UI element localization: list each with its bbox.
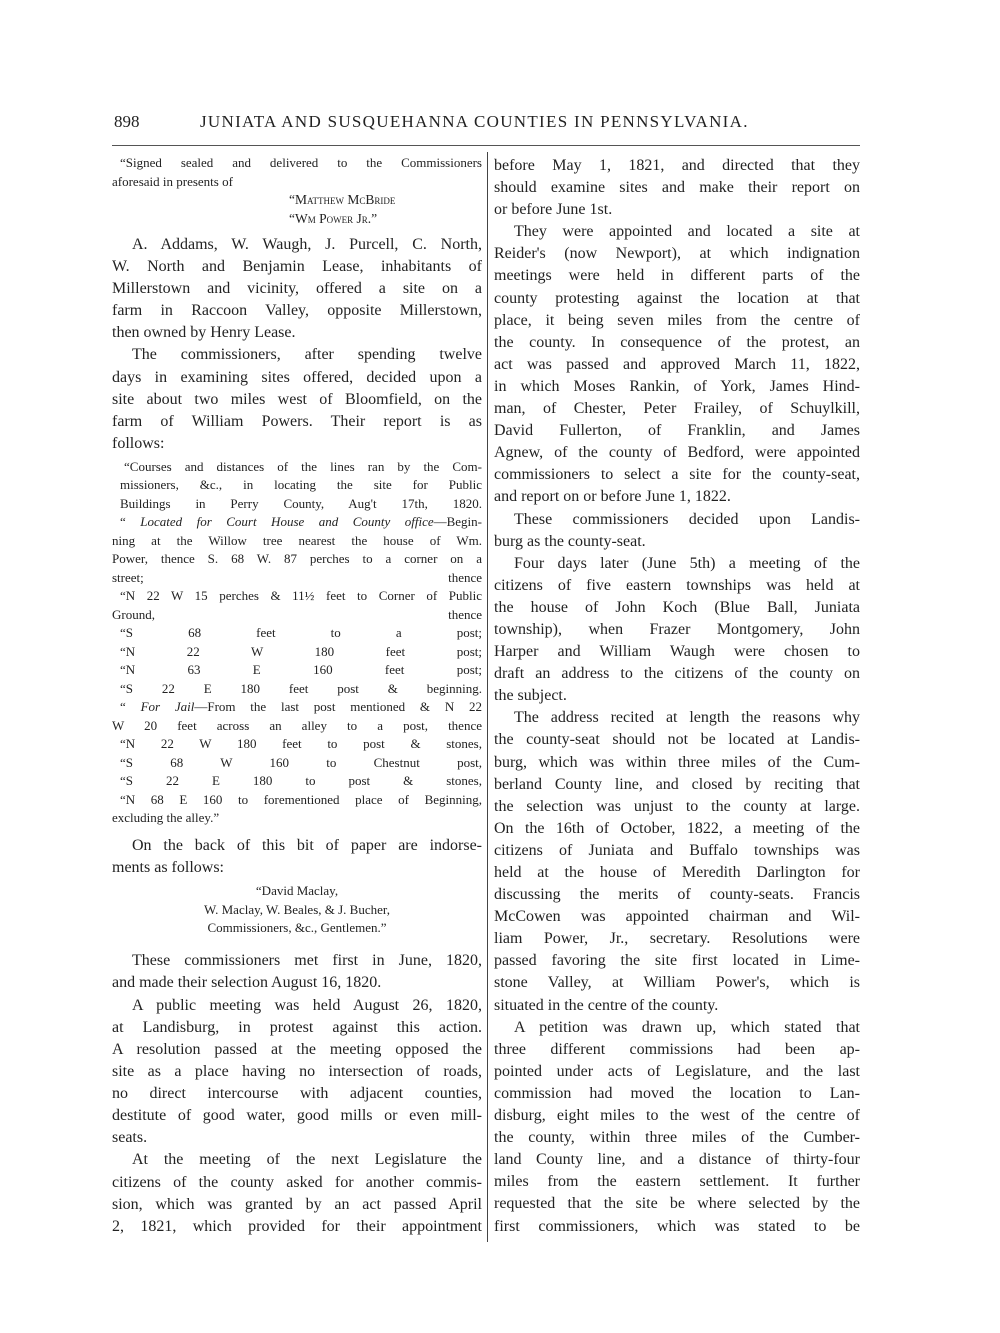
text-line: missioners, &c., in locating the site for Public xyxy=(120,477,482,493)
text-line: farm in Raccoon Valley, opposite Millerstown, xyxy=(112,302,482,320)
text-line: “Wm Power Jr.” xyxy=(289,210,378,226)
text-line: site about two miles west of Bloomfield, on the xyxy=(112,390,482,408)
text-line: David Fullerton, of Franklin, and James xyxy=(494,422,860,440)
paragraph xyxy=(112,344,482,454)
running-title: JUNIATA AND SUSQUEHANNA COUNTIES IN PENNSYLVANIA. xyxy=(200,112,749,131)
text-line: A. Addams, W. Waugh, J. Purcell, C. North, xyxy=(132,236,482,253)
text-line: “N 22 W 180 feet to post & stones, xyxy=(120,736,482,752)
text-line: excluding the alley.” xyxy=(112,810,220,826)
text-line: commissioners to select a site for the county-seat, xyxy=(494,466,860,484)
text-line: “N 68 E 160 to forementioned place of Beginning, xyxy=(120,791,482,807)
text-line: and report on or before June 1, 1822. xyxy=(494,488,731,506)
text-line: first commissioners, which was stated to be xyxy=(494,1217,860,1235)
text-line: “Courses and distances of the lines ran by the Com- xyxy=(124,458,482,474)
text-line: Buildings in Perry County, Aug't 17th, 1820. xyxy=(120,495,482,511)
paragraph xyxy=(494,707,860,1016)
text-line: These commissioners decided upon Landis- xyxy=(514,510,860,528)
quoted-block xyxy=(112,882,482,938)
text-line: at Landisburg, in protest against this action. xyxy=(112,1018,482,1036)
text-segment: —From the last post mentioned & N 22 xyxy=(194,699,482,715)
text-line: and made their selection August 16, 1820. xyxy=(112,973,382,991)
right-column xyxy=(494,155,860,1238)
text-line xyxy=(112,698,482,717)
text-line: county protesting against the location at that xyxy=(494,289,860,307)
text-line: Reider's (now Newport), at which indignation xyxy=(494,245,860,263)
text-line: Harper and William Waugh were chosen to xyxy=(494,643,860,661)
text-line: “S 68 W 160 to Chestnut post, xyxy=(120,754,482,770)
text-line: disburg, eight miles to the west of the centre of xyxy=(494,1107,860,1125)
text-line: place, it being seven miles from the centre of xyxy=(494,311,860,329)
text-line: then owned by Henry Lease. xyxy=(112,324,296,342)
text-line: They were appointed and located a site at xyxy=(514,223,860,241)
text-line: 2, 1821, which provided for their appointment xyxy=(112,1217,482,1235)
quoted-block xyxy=(112,154,482,191)
paragraph xyxy=(494,1017,860,1238)
text-line: land County line, and a distance of thirty-four xyxy=(494,1151,860,1169)
text-line: “N 22 W 180 feet post; xyxy=(120,643,482,659)
text-line: or before June 1st. xyxy=(494,201,613,219)
text-line: should examine sites and make their report on xyxy=(494,179,860,197)
paragraph xyxy=(112,835,482,879)
text-line: follows: xyxy=(112,434,165,452)
signature-block xyxy=(112,191,482,228)
text-line: the county. In consequence of the protest, an xyxy=(494,333,860,351)
paragraph xyxy=(112,234,482,344)
text-line: destitute of good water, good mills or even mill- xyxy=(112,1107,482,1125)
quoted-block xyxy=(112,458,482,828)
text-line: At the meeting of the next Legislature the xyxy=(132,1151,482,1169)
text-line: A resolution passed at the meeting opposed the xyxy=(112,1041,482,1058)
text-line: act was passed and approved March 11, 1822, xyxy=(494,355,860,373)
text-line: Four days later (June 5th) a meeting of the xyxy=(514,554,860,572)
paragraph xyxy=(494,155,860,221)
text-line: McCowen was appointed chairman and Wil- xyxy=(494,908,860,926)
text-line: farm of William Powers. Their report is as xyxy=(112,412,482,430)
paragraph xyxy=(494,553,860,708)
text-line: passed favoring the site first located in Lime- xyxy=(494,952,860,970)
text-line: W 20 feet across an alley to a post, thence xyxy=(112,717,482,733)
text-line: Power, thence S. 68 W. 87 perches to a corner on a xyxy=(112,551,482,567)
text-line: “Signed sealed and delivered to the Commissioners xyxy=(120,155,482,170)
text-line: no direct intercourse with adjacent counties, xyxy=(112,1085,482,1103)
text-line: stone Valley, at William Power's, which is xyxy=(494,974,860,992)
text-line: meetings were held in different parts of the xyxy=(494,267,860,285)
text-line: the selection was unjust to the county at large. xyxy=(494,797,860,815)
column-divider xyxy=(487,152,488,1242)
text-line: miles from the eastern settlement. It further xyxy=(494,1173,860,1191)
left-column xyxy=(112,154,482,1238)
text-line: citizens of the county asked for another commis- xyxy=(112,1173,482,1191)
text-line: citizens of five eastern townships was held at xyxy=(494,576,860,594)
text-line: liam Power, Jr., secretary. Resolutions were xyxy=(494,930,860,948)
paragraph xyxy=(494,221,860,508)
text-line: in which Moses Rankin, of York, James Hind- xyxy=(494,377,860,395)
text-line: the county, within three miles of the Cumber- xyxy=(494,1129,860,1147)
text-line: commission had moved the location to Lan- xyxy=(494,1084,860,1102)
text-line: The commissioners, after spending twelve xyxy=(132,346,482,364)
text-line: sion, which was granted by an act passed April xyxy=(112,1195,482,1213)
italic-heading: For Jail xyxy=(140,699,195,715)
text-line: A petition was drawn up, which stated that xyxy=(514,1018,860,1036)
text-line: aforesaid in presents of xyxy=(112,173,233,189)
text-line: pointed under acts of Legislature, and the last xyxy=(494,1062,860,1080)
text-line: W. North and Benjamin Lease, inhabitants of xyxy=(112,258,482,276)
text-line: Agnew, of the county of Bedford, were appointed xyxy=(494,444,860,462)
page-number: 898 xyxy=(114,112,140,131)
text-line: draft an address to the citizens of the county on xyxy=(494,665,860,683)
text-line xyxy=(112,513,482,532)
text-line: “N 22 W 15 perches & 11½ feet to Corner of Public xyxy=(120,588,482,604)
text-line: On the back of this bit of paper are indorse- xyxy=(132,836,482,854)
text-line: situated in the centre of the county. xyxy=(494,996,719,1014)
text-line: citizens of Juniata and Buffalo townships was xyxy=(494,841,860,859)
paragraph xyxy=(112,1149,482,1237)
text-line: street; thence xyxy=(112,569,482,585)
italic-heading: Located for Court House and County office xyxy=(140,514,434,530)
text-line: ments as follows: xyxy=(112,859,224,877)
text-line: “Matthew McBride xyxy=(289,192,396,207)
text-line: “S 68 feet to a post; xyxy=(120,625,482,641)
text-line: the county-seat should not be located at Landis- xyxy=(494,731,860,749)
text-line: discussing the merits of county-seats. Francis xyxy=(494,886,860,904)
text-line: ning at the Willow tree nearest the house of Wm. xyxy=(112,532,482,548)
text-line: A public meeting was held August 26, 1820, xyxy=(132,996,482,1014)
text-line: The address recited at length the reasons why xyxy=(514,709,860,727)
text-line: “David Maclay, xyxy=(255,883,339,899)
text-line: the subject. xyxy=(494,687,567,705)
text-line: held at the house of Meredith Darlington for xyxy=(494,864,860,881)
text-line: days in examining sites offered, decided upon a xyxy=(112,368,482,386)
text-line: “N 63 E 160 feet post; xyxy=(120,662,482,678)
paragraph xyxy=(112,995,482,1150)
text-line: seats. xyxy=(112,1129,148,1147)
text-line: burg as the county-seat. xyxy=(494,532,646,550)
text-line: berland County line, and closed by reciting that xyxy=(494,775,860,793)
paragraph xyxy=(494,509,860,553)
text-line: site as a place having no intersection of roads, xyxy=(112,1063,482,1081)
text-line: “S 22 E 180 to post & stones, xyxy=(120,773,482,789)
text-line: Millerstown and vicinity, offered a site on a xyxy=(112,280,482,298)
text-line: man, of Chester, Peter Frailey, of Schuylkill, xyxy=(494,400,860,418)
text-line: “S 22 E 180 feet post & beginning. xyxy=(120,680,482,696)
text-line: Commissioners, &c., Gentlemen.” xyxy=(207,920,387,936)
header-rule xyxy=(112,145,860,146)
text-line: These commissioners met first in June, 1820, xyxy=(132,951,482,969)
text-segment: —Begin- xyxy=(433,514,482,530)
text-line: before May 1, 1821, and directed that they xyxy=(494,157,860,174)
text-line: requested that the site be where selected by the xyxy=(494,1195,860,1213)
text-line: the house of John Koch (Blue Ball, Juniata xyxy=(494,598,860,616)
text-segment: “ xyxy=(120,514,141,530)
text-line: On the 16th of October, 1822, a meeting of the xyxy=(494,819,860,837)
text-line: burg, which was within three miles of the Cum- xyxy=(494,753,860,771)
text-line: W. Maclay, W. Beales, & J. Bucher, xyxy=(204,901,390,917)
text-line: three different commissions had been ap- xyxy=(494,1040,860,1058)
text-line: township), when Frazer Montgomery, John xyxy=(494,620,860,638)
paragraph xyxy=(112,950,482,994)
text-segment: “ xyxy=(120,699,141,715)
text-line: Ground, thence xyxy=(112,606,482,622)
